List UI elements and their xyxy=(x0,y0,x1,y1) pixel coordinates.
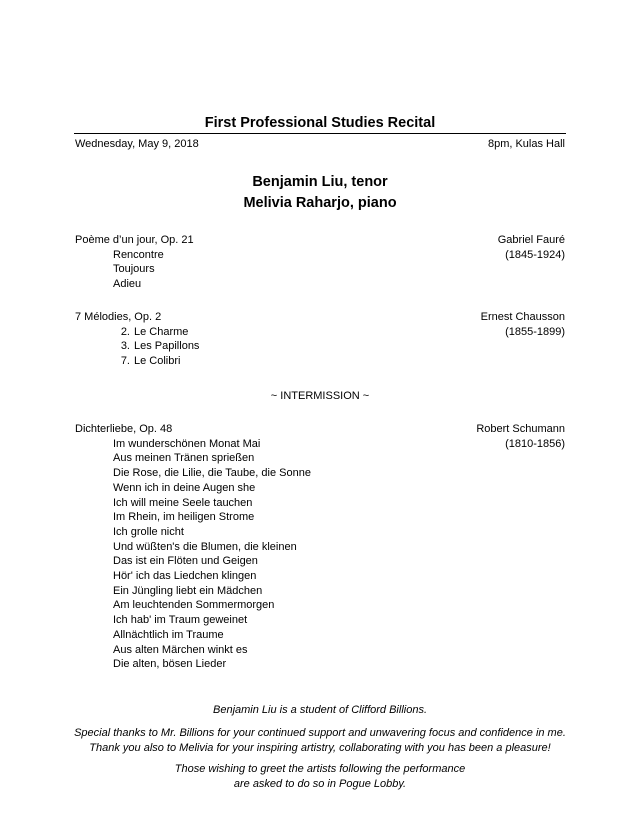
work-title: 7 Mélodies, Op. 2 xyxy=(75,311,162,323)
work-title: Poème d’un jour, Op. 21 xyxy=(75,234,194,246)
greeting-line: Those wishing to greet the artists following the performance xyxy=(174,763,466,775)
song-number: 3. xyxy=(120,340,130,353)
song-item: Aus meinen Tränen sprießen xyxy=(113,452,255,465)
song-item: Wenn ich in deine Augen she xyxy=(113,481,256,494)
composer-dates: (1855-1899) xyxy=(505,325,565,338)
song-item: Aus alten Märchen winkt es xyxy=(113,643,248,656)
song-number: 2. xyxy=(120,325,130,338)
song-item: Adieu xyxy=(113,278,142,291)
greeting-note xyxy=(60,762,580,792)
student-note: Benjamin Liu is a student of Clifford Billions. xyxy=(213,704,427,716)
song-number: 7. xyxy=(120,355,130,368)
song-item xyxy=(113,339,565,354)
song-item: Und wüßten's die Blumen, die kleinen xyxy=(113,540,297,553)
work-composer: Gabriel Fauré xyxy=(497,234,565,246)
song-name: Les Papillons xyxy=(134,340,200,353)
song-item: Ich hab' im Traum geweinet xyxy=(113,614,248,627)
work-schumann xyxy=(75,422,565,672)
performer-tenor: Benjamin Liu, tenor xyxy=(252,174,388,190)
work-faure xyxy=(75,233,565,292)
song-item: Ein Jüngling liebt ein Mädchen xyxy=(113,584,263,597)
work-composer: Robert Schumann xyxy=(476,423,565,435)
thanks-note: Special thanks to Mr. Billions for your continued support and unwavering focus and confidence in me. Thank you also to Melivia for your inspiring artistry, collaborating with you has been a pleasure! xyxy=(74,727,566,754)
performer-piano: Melivia Raharjo, piano xyxy=(243,195,397,211)
work-composer: Ernest Chausson xyxy=(480,311,565,323)
song-item xyxy=(113,354,565,369)
song-item: Toujours xyxy=(113,263,155,276)
song-item: Das ist ein Flöten und Geigen xyxy=(113,555,258,568)
song-item: Hör' ich das Liedchen klingen xyxy=(113,570,257,583)
song-item: Die Rose, die Lilie, die Taube, die Sonne xyxy=(113,467,311,480)
song-item: Im Rhein, im heiligen Strome xyxy=(113,511,255,524)
song-item: Ich grolle nicht xyxy=(113,525,184,538)
program-title: First Professional Studies Recital xyxy=(204,115,436,131)
work-chausson xyxy=(75,310,565,369)
song-name: Le Charme xyxy=(134,325,189,338)
recital-time-place: 8pm, Kulas Hall xyxy=(487,138,565,150)
song-item: Allnächtlich im Traume xyxy=(113,628,224,641)
composer-dates: (1845-1924) xyxy=(505,248,565,261)
song-item: Im wunderschönen Monat Mai xyxy=(113,437,261,450)
song-item: Am leuchtenden Sommermorgen xyxy=(113,599,275,612)
performers xyxy=(0,172,640,214)
recital-date: Wednesday, May 9, 2018 xyxy=(75,138,199,150)
composer-dates: (1810-1856) xyxy=(505,437,565,450)
song-item: Rencontre xyxy=(113,248,164,261)
work-title: Dichterliebe, Op. 48 xyxy=(75,423,173,435)
song-item: Die alten, bösen Lieder xyxy=(113,658,227,671)
title-rule xyxy=(74,133,566,134)
song-item: Ich will meine Seele tauchen xyxy=(113,496,253,509)
intermission: ~ INTERMISSION ~ xyxy=(270,390,370,402)
greeting-line: are asked to do so in Pogue Lobby. xyxy=(233,778,407,790)
date-line xyxy=(75,138,565,150)
song-item xyxy=(113,325,188,340)
song-name: Le Colibri xyxy=(134,355,181,368)
